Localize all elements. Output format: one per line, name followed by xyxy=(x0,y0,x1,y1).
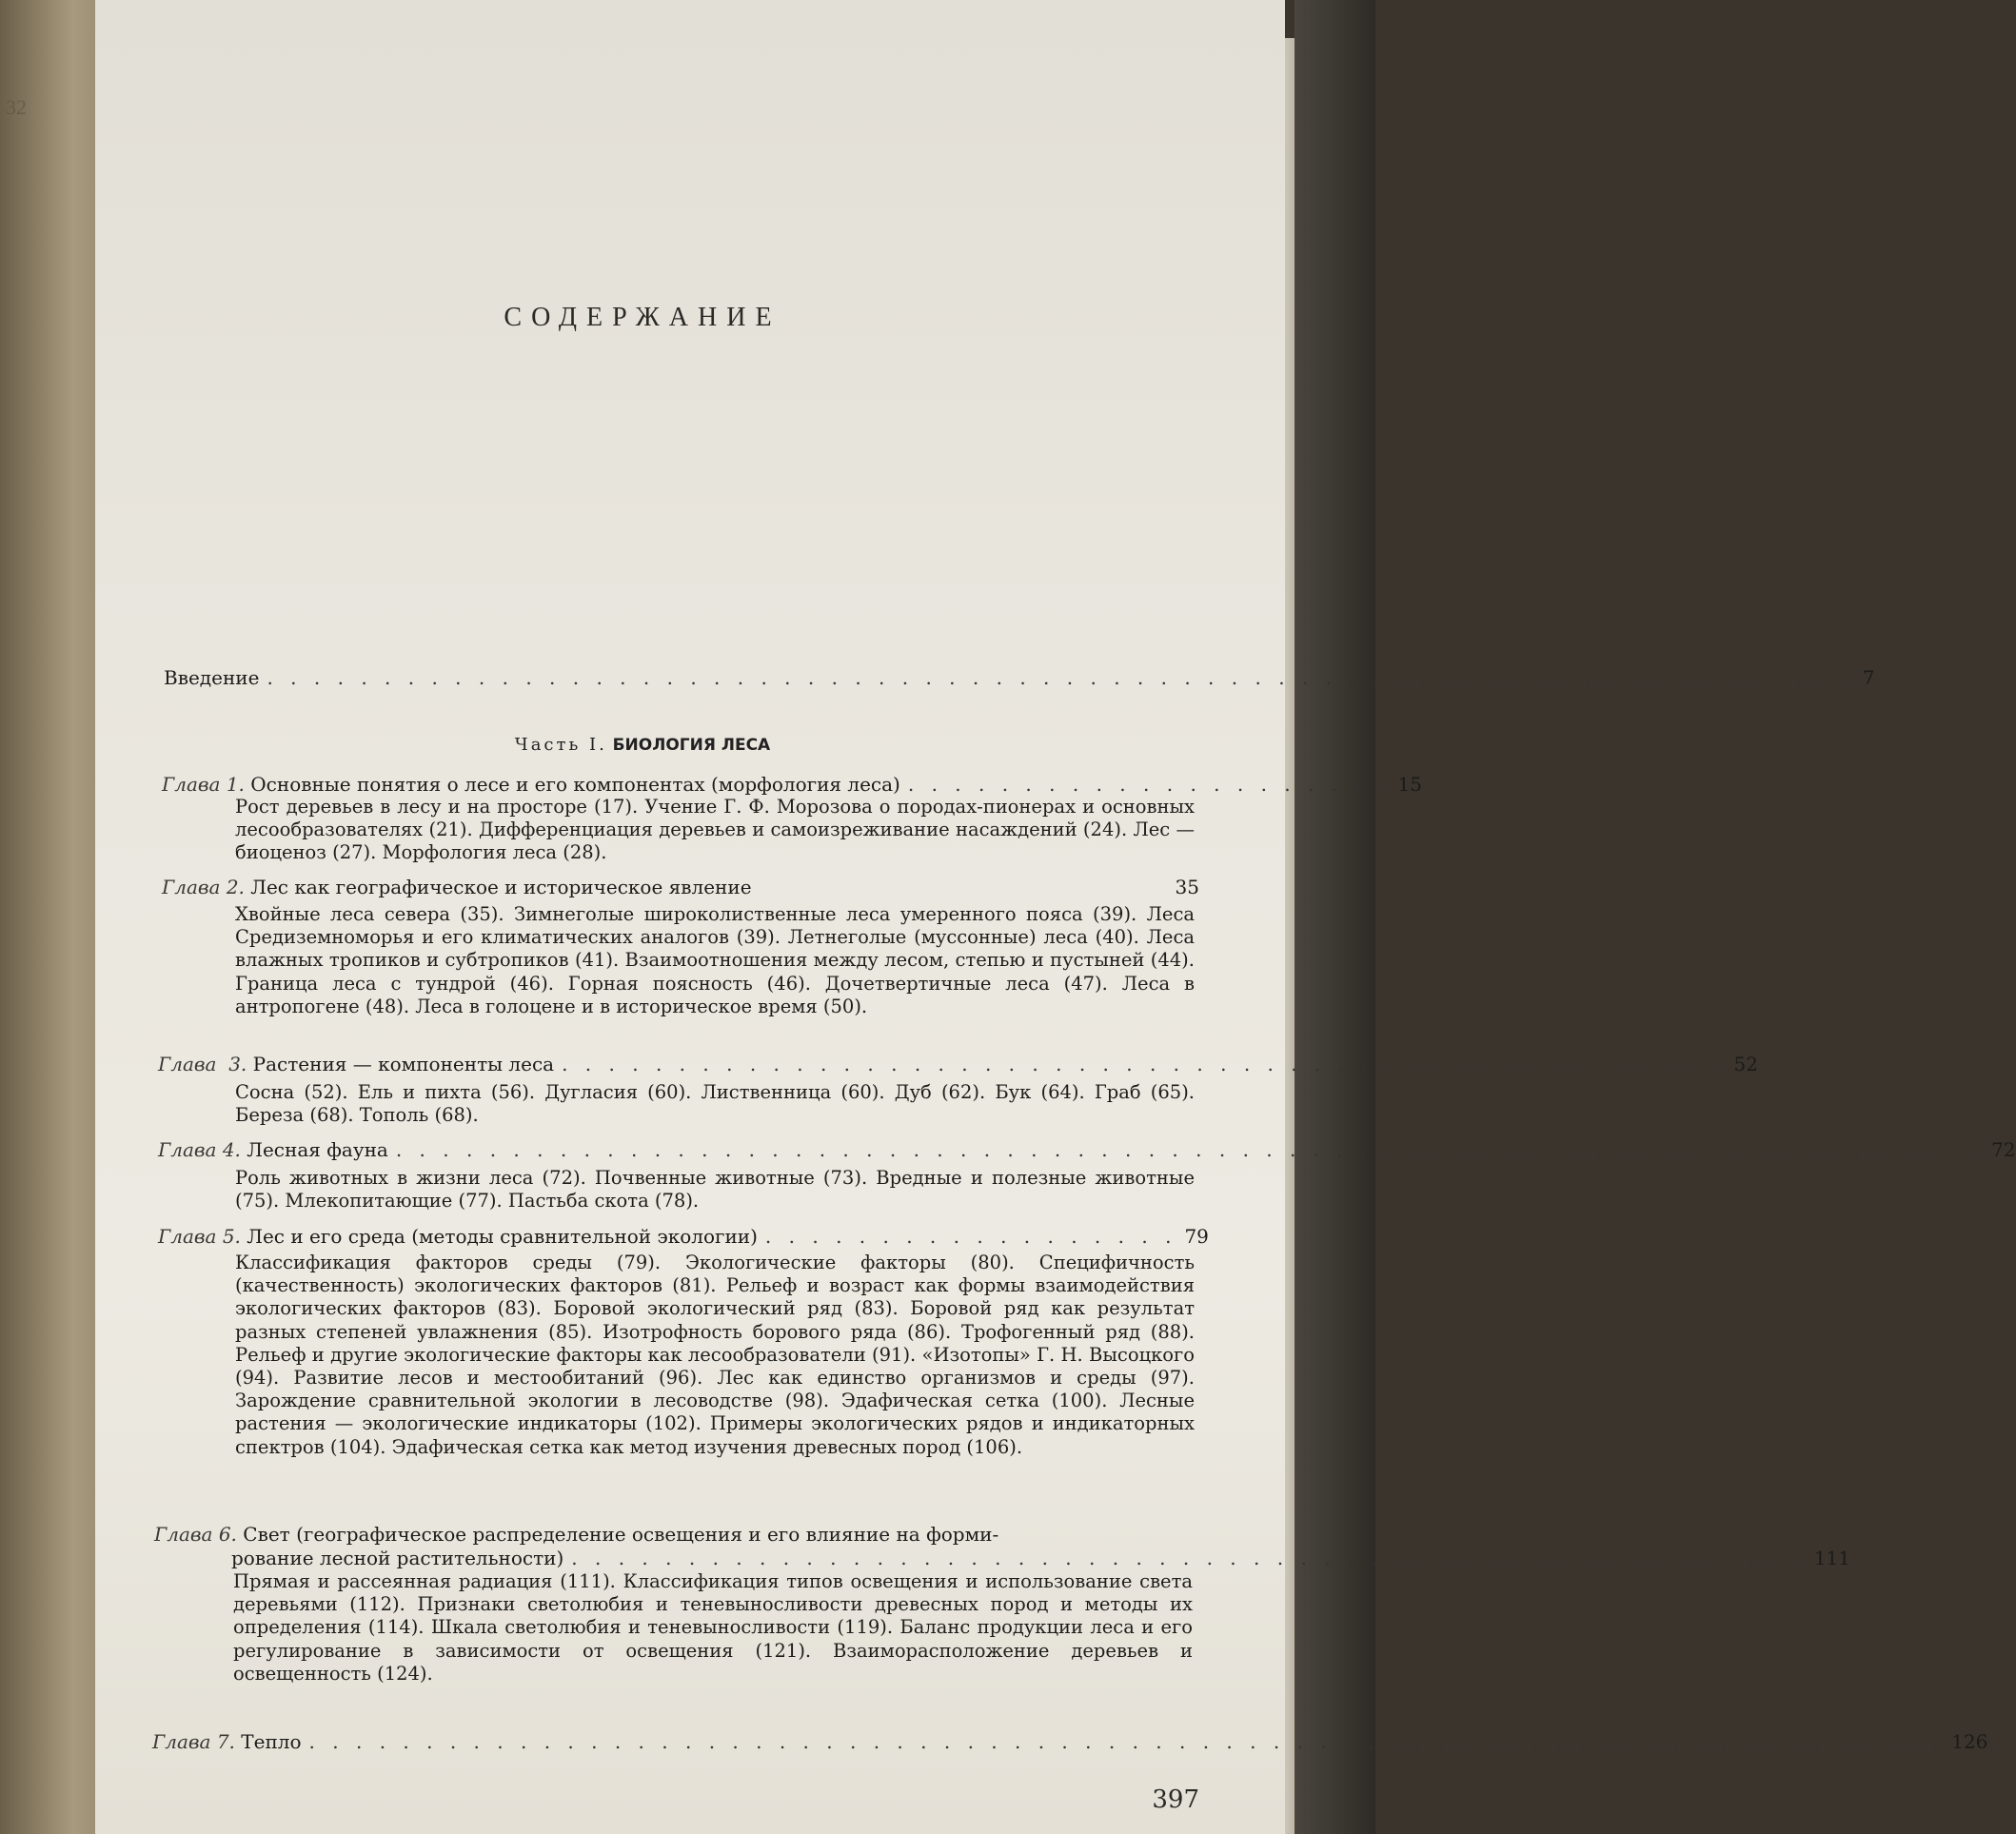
leader-dots: . . . . . . . . . . . . . . . . . . . . . . . . . . . . . . . . . . . . . . . . . . . . . . . . . . . . . . . . . . . . . . . . . . . . . . xyxy=(308,1730,1945,1753)
toc-page-number: 15 xyxy=(1397,773,1422,796)
leader-dots: . . . . . . . . . . . . . . . . . . . . . . . . . . . . . . . . . . . . . . . . . . . . . . . . . . . . . . . . . . . . . . . . . . . . xyxy=(267,666,1855,689)
toc-entry-intro xyxy=(164,666,1875,689)
toc-page-number: 126 xyxy=(1951,1730,1988,1753)
leader-dots: . . . . . . . . . . . . . . . . . . . . . xyxy=(907,773,1391,796)
chapter-title-line-1: Свет (географическое распределение освещения и его влияние на форми- xyxy=(243,1523,999,1546)
toc-page-number: 7 xyxy=(1862,666,1875,689)
chapter-title-line-2: рование лесной растительности) xyxy=(231,1547,564,1569)
chapter-number: 1. xyxy=(226,773,245,796)
toc-entry-chapter-1 xyxy=(162,773,1422,796)
chapter-3-contents: Сосна (52). Ель и пихта (56). Дугласия (60). Лиственница (60). Дуб (62). Бук (64). Граб (65). Береза (68). Тополь (68). xyxy=(235,1081,1195,1127)
page-number: 397 xyxy=(1152,1785,1199,1814)
chapter-4-contents: Роль животных в жизни леса (72). Почвенные животные (73). Вредные и полезные животные (75). Млекопитающие (77). Пастьба скота (78). xyxy=(235,1167,1195,1213)
left-page-mark: 32 xyxy=(6,95,27,119)
chapter-number: 7. xyxy=(216,1730,235,1753)
chapter-number: 6. xyxy=(218,1523,237,1546)
toc-entry-chapter-5 xyxy=(158,1225,1209,1248)
chapter-1-contents: Рост деревьев в лесу и на просторе (17). Учение Г. Ф. Морозова о породах-пионерах и основных лесообразователях (21). Дифференциация деревьев и самоизреживание насаждений (24). Лес — биоценоз (27). Морфология леса (28). xyxy=(235,796,1195,864)
chapter-prefix: Глава xyxy=(154,1523,213,1546)
toc-entry-chapter-3 xyxy=(158,1053,1758,1075)
chapter-title: Лесная фауна xyxy=(247,1138,388,1161)
chapter-prefix: Глава xyxy=(152,1730,211,1753)
toc-entry-label: Введение xyxy=(164,666,260,689)
chapter-number: 3. xyxy=(228,1053,247,1075)
chapter-title: Растения — компоненты леса xyxy=(252,1053,555,1075)
chapter-title: Тепло xyxy=(241,1730,302,1753)
toc-entry-chapter-2 xyxy=(162,876,1199,898)
toc-entry-chapter-6-cont xyxy=(231,1547,1850,1569)
leader-dots: . . . . . . . . . . . . . . . . . . xyxy=(764,1225,1177,1248)
leader-dots: . . . . . . . . . . . . . . . . . . . . . . . . . . . . . . . . . . . . . . . . . . . . . . . . . . . . . xyxy=(571,1547,1807,1569)
toc-page-number: 79 xyxy=(1184,1225,1209,1248)
toc-page-number: 35 xyxy=(1175,876,1199,898)
chapter-number: 2. xyxy=(226,876,245,898)
toc-page-number: 52 xyxy=(1733,1053,1758,1075)
toc-entry-chapter-4 xyxy=(158,1138,2016,1161)
chapter-number: 4. xyxy=(222,1138,241,1161)
page-title: СОДЕРЖАНИЕ xyxy=(504,303,781,332)
chapter-prefix: Глава xyxy=(162,876,221,898)
part-prefix: Часть I. xyxy=(514,735,607,755)
leader-dots: . . . . . . . . . . . . . . . . . . . . . . . . . . . . . . . . . . . . . . . . . . . . . . . . . . xyxy=(562,1053,1727,1075)
chapter-2-contents: Хвойные леса севера (35). Зимнеголые широколиственные леса умеренного пояса (39). Леса Средиземноморья и его климатических аналогов (39). Летнеголые (муссонные) леса (40). Леса влажных тропиков и субтропиков (41). Взаимоотношения между лесом, степью и пустыней (44). Граница леса с тундрой (46). Горная поясность (46). Дочетвертичные леса (47). Леса в антропогене (48). Леса в голоцене и в историческое время (50). xyxy=(235,903,1195,1017)
contents-page xyxy=(95,0,2016,1834)
chapter-5-contents: Классификация факторов среды (79). Экологические факторы (80). Специфичность (качественность) экологических факторов (81). Рельеф и возраст как формы взаимодействия экологических факторов (83). Боровой экологический ряд (83). Боровой ряд как результат разных степеней увлажнения (85). Изотрофность борового ряда (86). Трофогенный ряд (88). Рельеф и другие экологические факторы как лесообразователи (91). «Изотопы» Г. Н. Высоцкого (94). Развитие лесов и местообитаний (96). Лес как единство организмов и среды (97). Зарождение сравнительной экологии в лесоводстве (98). Эдафическая сетка (100). Лесные растения — экологические индикаторы (102). Примеры экологических рядов и индикаторных спектров (104). Эдафическая сетка как метод изучения древесных пород (106). xyxy=(235,1252,1195,1458)
chapter-6-contents: Прямая и рассеянная радиация (111). Классификация типов освещения и использование света деревьями (112). Признаки светолюбия и теневыносливости древесных пород и методы их определения (114). Шкала светолюбия и теневыносливости (119). Баланс продукции леса и его регулирование в зависимости от освещения (121). Взаиморасположение деревьев и освещенность (124). xyxy=(233,1570,1193,1685)
chapter-title: Лес и его среда (методы сравнительной экологии) xyxy=(247,1225,758,1248)
toc-page-number: 72 xyxy=(1991,1138,2016,1161)
chapter-prefix: Глава xyxy=(158,1053,217,1075)
part-name: БИОЛОГИЯ ЛЕСА xyxy=(612,736,771,755)
toc-page-number: 111 xyxy=(1813,1547,1850,1569)
leader-dots: . . . . . . . . . . . . . . . . . . . . . . . . . . . . . . . . . . . . . . . . . . . . . . . . . . . . . . . . . . . . . . . . . . . . xyxy=(395,1138,1985,1161)
chapter-prefix: Глава xyxy=(158,1225,217,1248)
chapter-title: Лес как географическое и историческое явление xyxy=(250,876,752,898)
chapter-prefix: Глава xyxy=(162,773,221,796)
chapter-title: Основные понятия о лесе и его компонентах (морфология леса) xyxy=(250,773,900,796)
toc-entry-chapter-7 xyxy=(152,1730,1988,1753)
chapter-number: 5. xyxy=(222,1225,241,1248)
chapter-prefix: Глава xyxy=(158,1138,217,1161)
part-heading xyxy=(95,735,1190,755)
toc-entry-chapter-6 xyxy=(154,1523,1192,1546)
